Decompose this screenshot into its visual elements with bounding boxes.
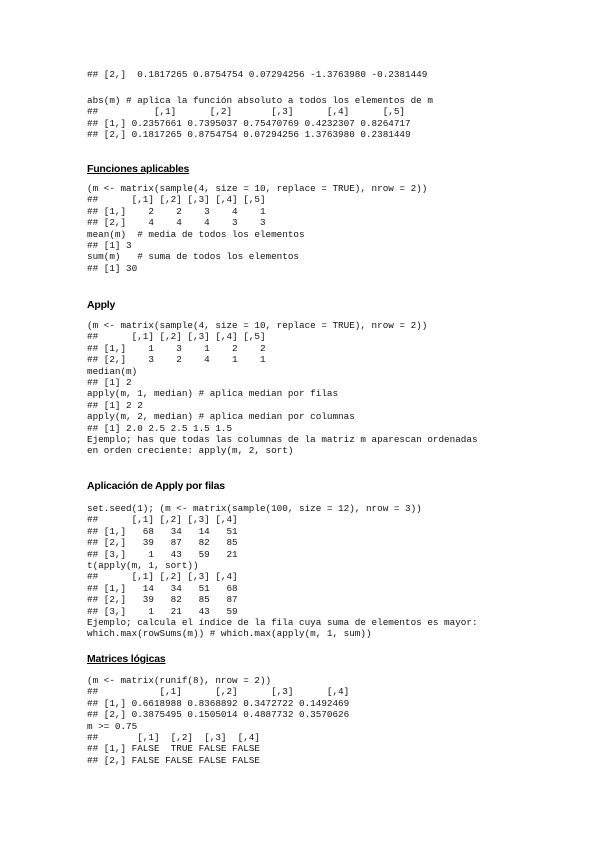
code-line: ## [,1] [,2] [,3] [,4] [,5] — [87, 194, 266, 206]
code-line: m >= 0.75 — [87, 720, 138, 732]
code-line: sum(m) # suma de todos los elementos — [87, 251, 300, 263]
code-line: ## [1] 2.0 2.5 2.5 1.5 1.5 — [87, 422, 233, 434]
code-line: (m <- matrix(sample(4, size = 10, replace = TRUE), nrow = 2)) — [87, 183, 428, 194]
code-line: ## [,1] [,2] [,3] [,4] — [87, 731, 260, 743]
code-line: en orden creciente: apply(m, 2, sort) — [87, 445, 294, 457]
code-line: (m <- matrix(sample(4, size = 10, replace = TRUE), nrow = 2)) — [87, 320, 428, 331]
code-line: Ejemplo; has que todas las columnas de la matriz m aparescan ordenadas — [87, 433, 478, 445]
code-line: apply(m, 2, median) # aplica median por columnas — [87, 411, 355, 423]
code-line: set.seed(1); (m <- matrix(sample(100, size = 12), nrow = 3)) — [87, 503, 422, 514]
heading-matrices-logicas: Matrices lógicas — [87, 653, 166, 665]
code-line: ## [1] 2 2 — [87, 399, 143, 411]
code-line: ## [,1] [,2] [,3] [,4] [,5] — [87, 331, 266, 343]
heading-aplicacion-apply-filas: Aplicación de Apply por filas — [87, 480, 225, 492]
heading-apply: Apply — [87, 299, 116, 311]
code-line: apply(m, 1, median) # aplica median por filas — [87, 388, 339, 400]
code-line: ## [1,] FALSE TRUE FALSE FALSE — [87, 743, 260, 755]
code-line: (m <- matrix(runif(8), nrow = 2)) — [87, 675, 272, 686]
code-line: ## [1,] 14 34 51 68 — [87, 582, 238, 594]
code-line: mean(m) # media de todos los elementos — [87, 228, 305, 240]
code-block-apply — [87, 320, 478, 457]
code-line: ## [2,] FALSE FALSE FALSE FALSE — [87, 754, 260, 766]
code-line: ## [1] 3 — [87, 239, 132, 251]
code-line: ## [2,] 0.1817265 0.8754754 0.07294256 -1.3763980 -0.2381449 — [87, 69, 428, 80]
code-line: ## [1,] 1 3 1 2 2 — [87, 342, 266, 354]
code-line: ## [,1] [,2] [,3] [,4] — [87, 686, 350, 698]
code-block-funciones — [87, 183, 427, 274]
code-line: ## [2,] 0.1817265 0.8754754 0.07294256 1.3763980 0.2381449 — [87, 129, 411, 141]
code-line: ## [,1] [,2] [,3] [,4] — [87, 571, 238, 583]
code-line: ## [2,] 3 2 4 1 1 — [87, 354, 266, 366]
code-line: ## [1] 2 — [87, 376, 132, 388]
code-line: median(m) — [87, 365, 138, 377]
code-line: ## [2,] 4 4 4 3 3 — [87, 217, 266, 229]
code-line: ## [1,] 68 34 14 51 — [87, 525, 238, 537]
code-line: Ejemplo; calcula el índice de la fila cuya suma de elementos es mayor: — [87, 616, 478, 628]
code-line: ## [1,] 0.6618988 0.8368892 0.3472722 0.1492469 — [87, 697, 350, 709]
code-line: which.max(rowSums(m)) # which.max(apply(m, 1, sum)) — [87, 628, 372, 640]
code-line: abs(m) # aplica la función absoluto a todos los elementos de m — [87, 95, 433, 106]
code-line: ## [,1] [,2] [,3] [,4] — [87, 514, 238, 526]
code-block-aplicacion — [87, 503, 478, 640]
code-line: ## [1,] 2 2 3 4 1 — [87, 205, 266, 217]
code-line: ## [2,] 39 87 82 85 — [87, 537, 238, 549]
code-block-abs — [87, 95, 433, 141]
code-output-block-1 — [87, 69, 427, 80]
code-line: ## [3,] 1 43 59 21 — [87, 548, 238, 560]
code-line: ## [1] 30 — [87, 262, 138, 274]
code-line: ## [3,] 1 21 43 59 — [87, 605, 238, 617]
code-line: ## [2,] 0.3875495 0.1505014 0.4887732 0.3570626 — [87, 709, 350, 721]
code-block-logicas — [87, 675, 349, 766]
code-line: ## [,1] [,2] [,3] [,4] [,5] — [87, 106, 406, 118]
code-line: ## [2,] 39 82 85 87 — [87, 594, 238, 606]
code-line: t(apply(m, 1, sort)) — [87, 559, 199, 571]
code-line: ## [1,] 0.2357661 0.7395037 0.75470769 0.4232307 0.8264717 — [87, 117, 411, 129]
heading-funciones-aplicables: Funciones aplicables — [87, 163, 190, 175]
